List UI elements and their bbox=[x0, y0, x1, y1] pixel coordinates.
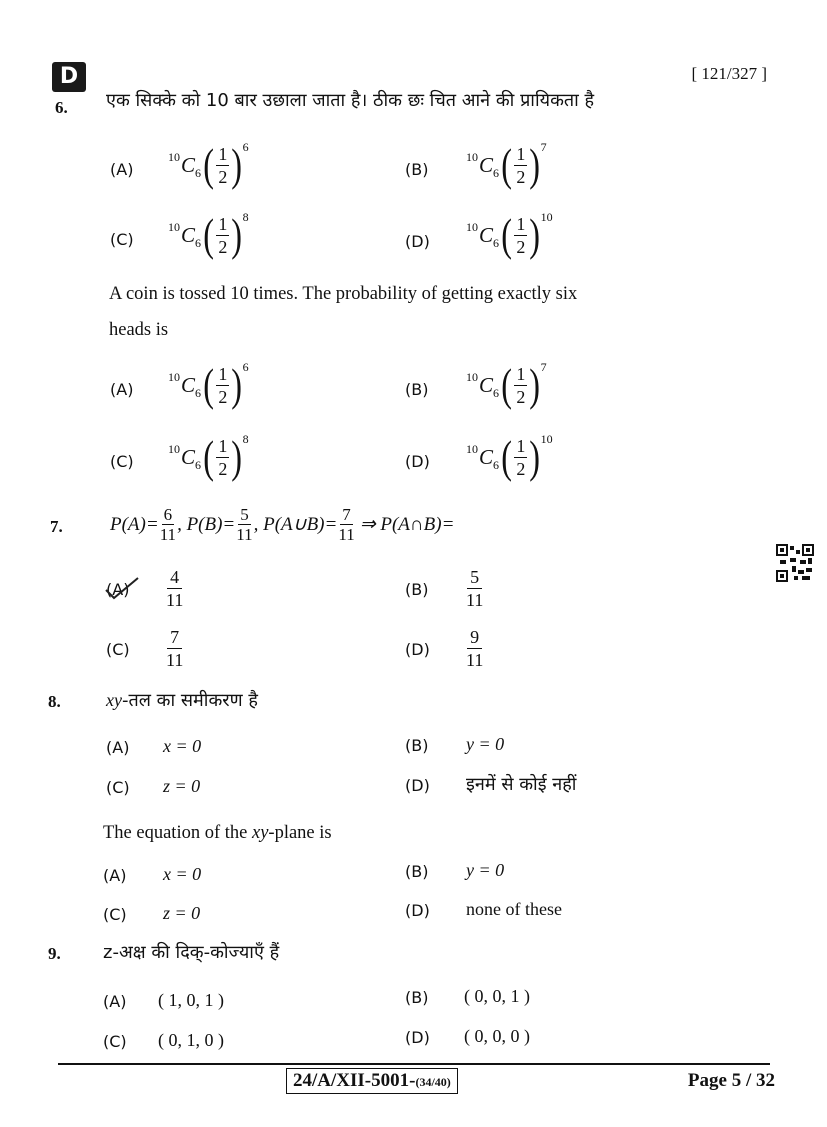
q6-en-option-a-label: (A) bbox=[110, 380, 134, 399]
qr-code-icon bbox=[776, 544, 814, 582]
q7-option-d-label: (D) bbox=[405, 640, 430, 659]
q8-hi-option-c-label: (C) bbox=[106, 778, 130, 797]
q6-hi-option-c-expr: 10 C 6 ( $\frac{1}{2}$ ) 8 bbox=[168, 209, 249, 260]
q8-en-option-a-text: x = 0 bbox=[163, 864, 202, 884]
q7-option-d-value: $\frac{9}{11}$ bbox=[466, 627, 484, 670]
question-number-9: 9. bbox=[48, 944, 61, 963]
q6-hi-option-a-label: (A) bbox=[110, 160, 134, 179]
q8-hi-option-b-label: (B) bbox=[405, 736, 429, 755]
set-badge: D bbox=[52, 62, 86, 92]
q6-en-option-c-label: (C) bbox=[110, 452, 134, 471]
q7-option-c-label: (C) bbox=[106, 640, 130, 659]
q6-hi-option-d-expr: 10 C 6 ( $\frac{1}{2}$ ) 10 bbox=[466, 209, 553, 260]
question-7-expression: P(A)= $\frac{6}{11}$ , P(B)= $\frac{5}{11}$ , P(A∪B)= $\frac{7}{11}$ ⇒ P(A∩B)= bbox=[110, 505, 455, 544]
q8-en-option-a-label: (A) bbox=[103, 866, 127, 885]
q8-hi-option-d-text: इनमें से कोई नहीं bbox=[466, 774, 577, 795]
q6-en-option-c-expr: 10 C 6 ( $\frac{1}{2}$ ) 8 bbox=[168, 431, 249, 482]
q6-en-option-b-expr: 10 C 6 ( $\frac{1}{2}$ ) 7 bbox=[466, 359, 547, 410]
question-6-english-line1: A coin is tossed 10 times. The probability of getting exactly six bbox=[109, 284, 578, 304]
q8-hi-option-d-label: (D) bbox=[405, 776, 430, 795]
q9-option-a-label: (A) bbox=[103, 992, 127, 1011]
q8-hi-option-c-text: z = 0 bbox=[163, 776, 201, 796]
checkmark-icon bbox=[102, 574, 142, 604]
q7-option-a-label: (A) bbox=[106, 580, 130, 599]
q6-en-option-a-expr: 10 C 6 ( $\frac{1}{2}$ ) 6 bbox=[168, 359, 249, 410]
q7-option-c-value: $\frac{7}{11}$ bbox=[166, 627, 184, 670]
q9-option-b-label: (B) bbox=[405, 988, 429, 1007]
q7-option-b-value: $\frac{5}{11}$ bbox=[466, 567, 484, 610]
q8-en-option-b-text: y = 0 bbox=[466, 860, 505, 880]
q6-hi-option-b-label: (B) bbox=[405, 160, 429, 179]
q6-hi-option-a-expr: 10 C 6 ( $\frac{1}{2}$ ) 6 bbox=[168, 139, 249, 190]
q8-en-option-b-label: (B) bbox=[405, 862, 429, 881]
q7-option-b-label: (B) bbox=[405, 580, 429, 599]
q9-option-b-text: ( 0, 0, 1 ) bbox=[464, 986, 530, 1006]
q8-hi-option-b-text: y = 0 bbox=[466, 734, 505, 754]
q8-en-option-d-text: none of these bbox=[466, 899, 562, 919]
q6-en-option-d-label: (D) bbox=[405, 452, 430, 471]
question-number-6: 6. bbox=[55, 98, 68, 117]
q8-en-option-d-label: (D) bbox=[405, 901, 430, 920]
q9-option-d-text: ( 0, 0, 0 ) bbox=[464, 1026, 530, 1046]
question-number-7: 7. bbox=[50, 517, 63, 536]
question-9-hindi: z-अक्ष की दिक्-कोज्याएँ हैं bbox=[103, 942, 280, 963]
question-6-english-line2: heads is bbox=[109, 320, 169, 340]
question-6-hindi: एक सिक्के को 10 बार उछाला जाता है। ठीक छः चित आने की प्रायिकता है bbox=[106, 90, 595, 111]
q6-en-option-d-expr: 10 C 6 ( $\frac{1}{2}$ ) 10 bbox=[466, 431, 553, 482]
q9-option-c-label: (C) bbox=[103, 1032, 127, 1051]
question-8-hindi: xy-तल का समीकरण है bbox=[106, 690, 258, 711]
q6-en-option-b-label: (B) bbox=[405, 380, 429, 399]
page-code: [ 121/327 ] bbox=[691, 64, 767, 83]
q6-hi-option-c-label: (C) bbox=[110, 230, 134, 249]
footer-divider bbox=[58, 1063, 770, 1065]
q8-en-option-c-label: (C) bbox=[103, 905, 127, 924]
q6-hi-option-d-label: (D) bbox=[405, 232, 430, 251]
question-8-english: The equation of the xy-plane is bbox=[103, 823, 332, 843]
question-number-8: 8. bbox=[48, 692, 61, 711]
q6-hi-option-b-expr: 10 C 6 ( $\frac{1}{2}$ ) 7 bbox=[466, 139, 547, 190]
q9-option-a-text: ( 1, 0, 1 ) bbox=[158, 990, 224, 1010]
q8-hi-option-a-text: x = 0 bbox=[163, 736, 202, 756]
q7-option-a-value: $\frac{4}{11}$ bbox=[166, 567, 184, 610]
q8-en-option-c-text: z = 0 bbox=[163, 903, 201, 923]
q9-option-c-text: ( 0, 1, 0 ) bbox=[158, 1030, 224, 1050]
q9-option-d-label: (D) bbox=[405, 1028, 430, 1047]
paper-code: 24/A/XII-5001-(34/40) bbox=[286, 1068, 458, 1094]
q8-hi-option-a-label: (A) bbox=[106, 738, 130, 757]
page-number: Page 5 / 32 bbox=[687, 1070, 775, 1091]
